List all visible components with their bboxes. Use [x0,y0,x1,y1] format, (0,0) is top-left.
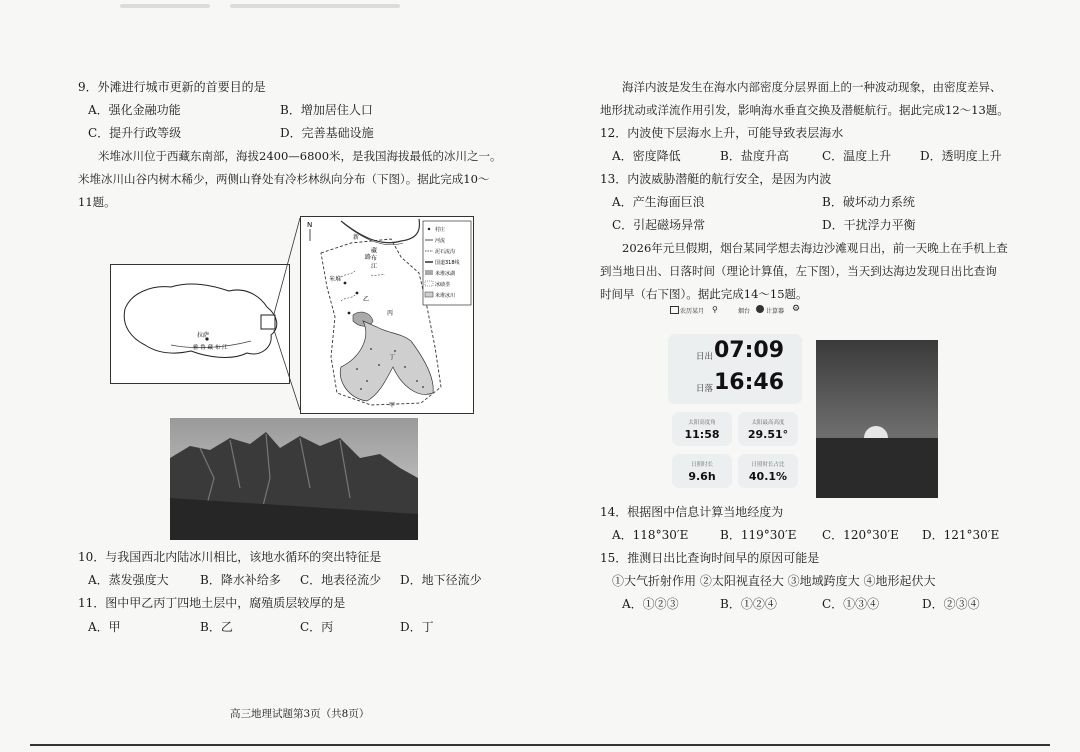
q11-stem: 11．图中甲乙丙丁四地土层中，腐殖质层较厚的是 [78,596,346,610]
glacier-detail-map [300,216,474,414]
sunrise-label: 日出 [696,352,714,362]
passage-line: 米堆冰川山谷内树木稀少，两侧山脊处有冷杉林纵向分布（下图）。据此完成10～ [78,172,490,186]
q13-stem: 13．内波威胁潜艇的航行安全，是因为内波 [600,172,832,186]
q9-option-d: D．完善基础设施 [280,126,374,140]
legend-glacier: 米堆冰川 [435,293,456,299]
passage-line: 米堆冰川位于西藏东南部，海拔2400—6800米，是我国海拔最低的冰川之一。 [98,149,502,163]
sunset-label: 日落 [696,384,714,394]
widget-calc-button[interactable]: 计算器 [766,308,785,315]
settings-gear-icon[interactable]: ⚙ [792,304,801,314]
q9-option-a: A．强化金融功能 [88,103,181,117]
q15-option-b: B．①②④ [720,597,777,611]
info-cell-value: 40.1% [748,470,788,483]
legend-river: 河流 [435,238,446,244]
q12-option-a: A．密度降低 [612,149,681,163]
q14-option-d: D．121°30′E [922,528,1000,542]
info-cell-label: 太阳高度角 [688,420,716,426]
legend-debris: 泥石流沟 [435,249,456,255]
q15-stem: 15．推测日出比查询时间早的原因可能是 [600,551,820,565]
q10-option-a: A．蒸发强度大 [88,573,169,587]
info-cell [672,454,732,488]
legend-moraine: 冰碛垄 [435,282,451,288]
label-jia: 甲 [389,402,396,409]
info-cell [738,412,798,446]
location-pin-icon: ⚲ [712,305,718,314]
info-cell-value: 11:58 [684,428,720,441]
q12-option-d: D．透明度上升 [920,149,1002,163]
info-cell-value: 9.6h [688,470,716,483]
page-footer: 高三地理试题第3页（共8页） [230,708,370,720]
q12-option-c: C．温度上升 [822,149,892,163]
calc-icon [756,305,764,313]
label-bing: 丙 [387,310,394,317]
label-ding: 丁 [389,354,396,361]
lhasa-label: 拉萨 [197,332,210,339]
calendar-icon [670,306,679,314]
legend-village: 村庄 [435,227,446,233]
info-cell-value: 29.51° [747,428,789,441]
widget-date: 农历某月 [680,308,705,315]
q15-option-d: D．②③④ [922,597,980,611]
mountain-photo [170,418,418,540]
river-label: 雅 鲁 藏 布 江 [193,345,228,351]
q14-option-c: C．120°30′E [822,528,899,542]
info-cell-label: 日照时长占比 [751,462,785,468]
passage2-line: 时间早（右下图）。据此完成14～15题。 [600,287,808,301]
label-yi: 乙 [363,296,370,303]
q13-option-d: D．干扰浮力平衡 [822,218,916,232]
passage1-line: 海洋内波是发生在海水内部密度分层界面上的一种波动现象，由密度差异、 [622,80,1002,94]
passage2-line: 到当地日出、日落时间（理论计算值，左下图），当天到达海边发现日出比查询 [600,264,997,278]
q11-option-a: A．甲 [88,620,121,634]
sun-times-card [668,334,802,404]
bottom-rule [30,744,1050,746]
legend-lake: 米堆冰湖 [435,271,456,277]
label-road: 路 [365,254,372,261]
sunrise-time: 07:09 [714,338,785,363]
q10-option-c: C．地表径流少 [300,573,382,587]
passage-line: 11题。 [78,195,116,209]
q14-stem: 14．根据图中信息计算当地经度为 [600,505,784,519]
q11-option-c: C．丙 [300,620,334,634]
info-cell-label: 日照时长 [690,462,713,468]
q10-option-b: B．降水补给多 [200,573,281,587]
q9-option-b: B．增加居住人口 [280,103,373,117]
sunset-time: 16:46 [714,370,785,395]
label-midui: 米堆 [329,276,342,283]
q11-option-d: D．丁 [400,620,434,634]
q15-option-a: A．①②③ [622,597,679,611]
sunrise-photo [816,340,938,498]
q12-option-b: B．盐度升高 [720,149,789,163]
q14-option-a: A．118°30′E [612,528,689,542]
widget-city: 烟台 [738,308,751,315]
q10-option-d: D．地下径流少 [400,573,482,587]
passage2-line: 2026年元旦假期，烟台某同学想去海边沙滩观日出，前一天晚上在手机上查 [622,241,1008,255]
legend-g318: 国道318线 [435,260,460,266]
q9-option-c: C．提升行政等级 [88,126,182,140]
north-arrow: N [307,221,313,229]
q13-option-a: A．产生海面巨浪 [612,195,705,209]
q10-stem: 10．与我国西北内陆冰川相比，该地水循环的突出特征是 [78,550,382,564]
q15-items: ①大气折射作用 ②太阳视直径大 ③地域跨度大 ④地形起伏大 [612,574,936,588]
passage1-line: 地形扰动或洋流作用引发，影响海水垂直交换及潜艇航行。据此完成12～13题。 [600,103,1009,117]
q15-option-c: C．①③④ [822,597,880,611]
q14-option-b: B．119°30′E [720,528,797,542]
info-cell [738,454,798,488]
right-page [540,0,1080,752]
label-river: 藏 布 江 [369,247,377,269]
q13-option-b: B．破坏动力系统 [822,195,915,209]
q13-option-c: C．引起磁场异常 [612,218,706,232]
label-xin: 新 [353,234,360,241]
info-cell-label: 太阳最高高度 [751,420,785,426]
q12-stem: 12．内波使下层海水上升，可能导致表层海水 [600,126,844,140]
widget-topbar [668,304,802,320]
q9-stem: 9．外滩进行城市更新的首要目的是 [78,80,266,94]
q11-option-b: B．乙 [200,620,233,634]
sunrise-sunset-widget [668,304,802,496]
info-cell [672,412,732,446]
